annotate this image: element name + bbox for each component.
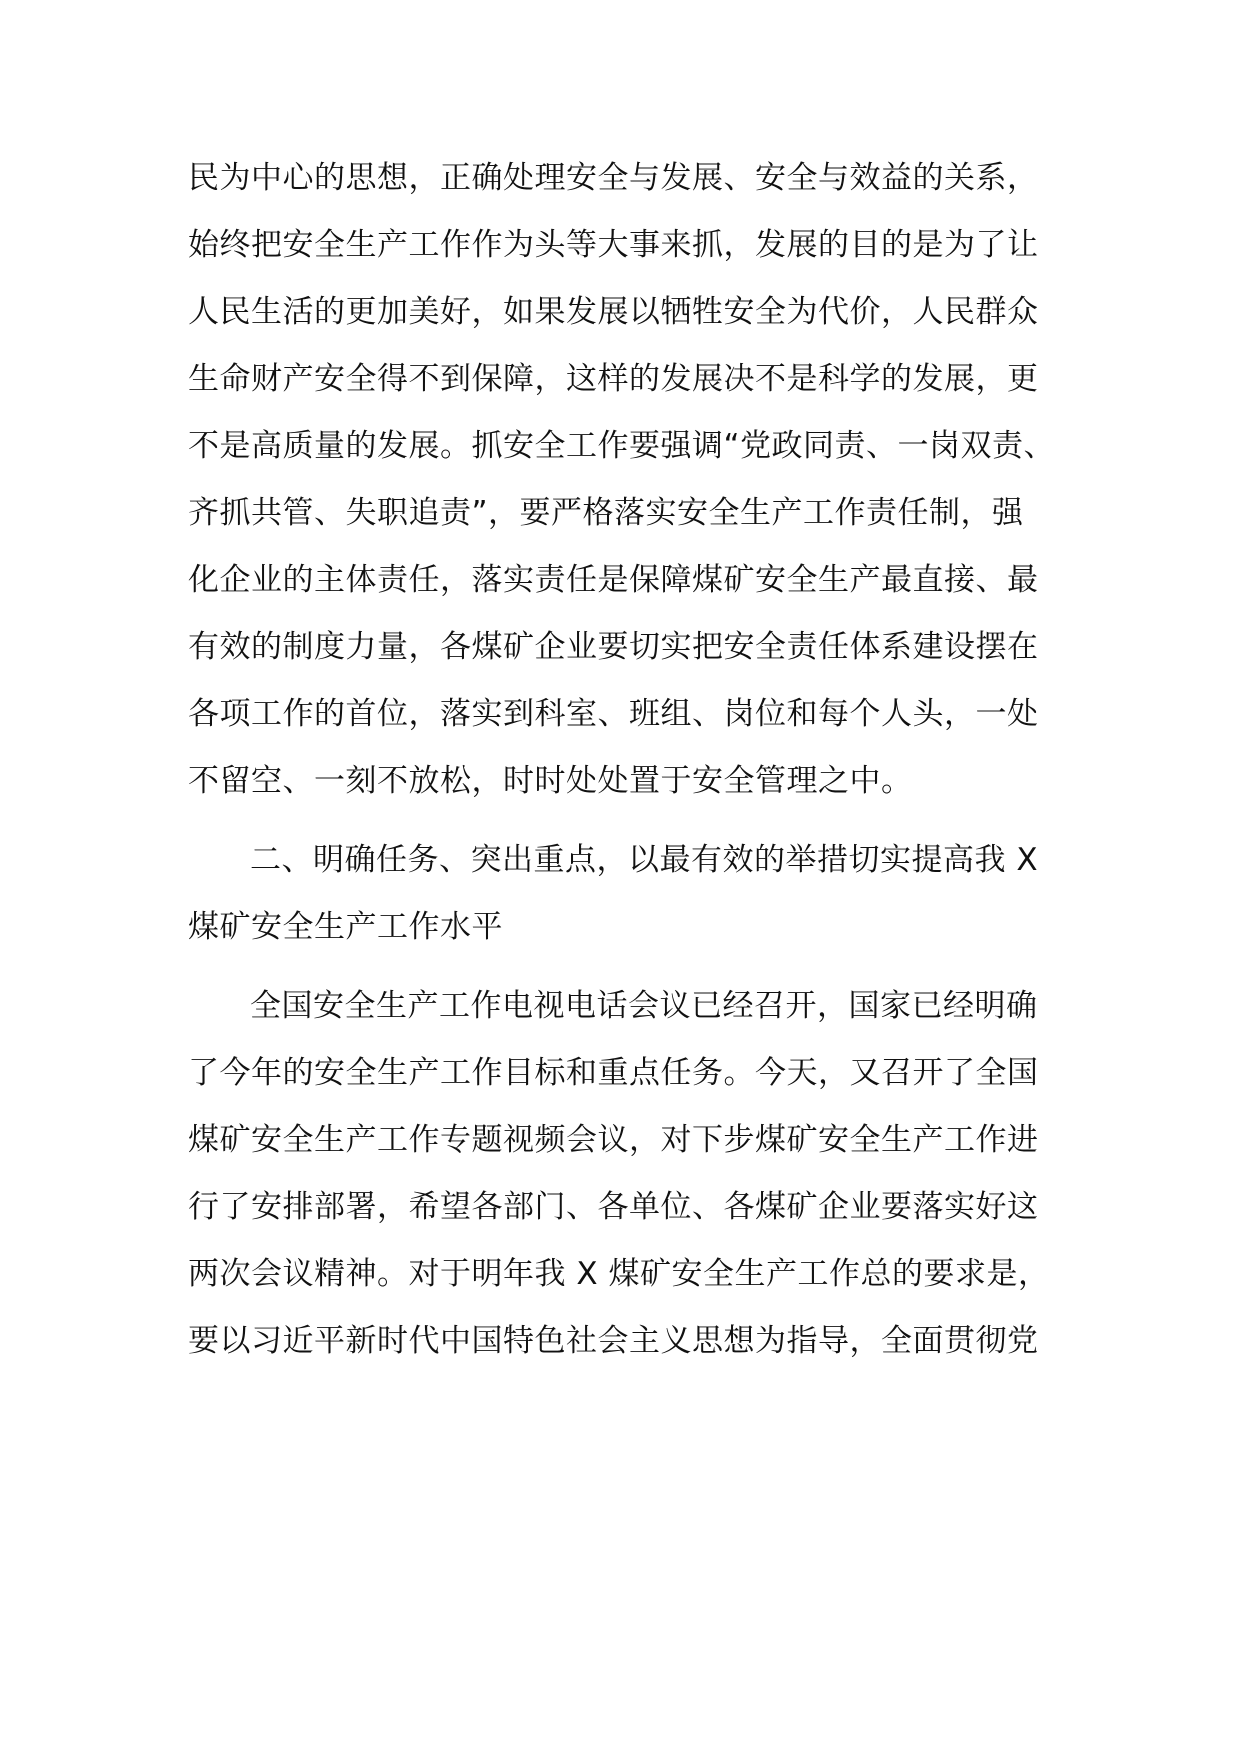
text-line: 全国安全生产工作电视电话会议已经召开，国家已经明确 <box>250 988 1038 1024</box>
text-line: 有效的制度力量，各煤矿企业要切实把安全责任体系建设摆在 <box>188 629 1039 665</box>
text-line: 不是高质量的发展。抓安全工作要强调“党政同责、一岗双责、 <box>188 428 1056 464</box>
text-line: 人民生活的更加美好，如果发展以牺牲安全为代价，人民群众 <box>188 294 1039 330</box>
text-line: 齐抓共管、失职追责”，要严格落实安全生产工作责任制，强 <box>188 495 1024 531</box>
text-line: 不留空、一刻不放松，时时处处置于安全管理之中。 <box>188 763 913 799</box>
heading-line: 二、明确任务、突出重点，以最有效的举措切实提高我 X <box>250 842 1039 878</box>
text-line: 了今年的安全生产工作目标和重点任务。今天，又召开了全国 <box>188 1055 1039 1091</box>
text-line: 各项工作的首位，落实到科室、班组、岗位和每个人头，一处 <box>188 696 1039 732</box>
text-line: 化企业的主体责任，落实责任是保障煤矿安全生产最直接、最 <box>188 562 1039 598</box>
text-line: 要以习近平新时代中国特色社会主义思想为指导，全面贯彻党 <box>188 1323 1039 1359</box>
text-line: 两次会议精神。对于明年我 X 煤矿安全生产工作总的要求是， <box>188 1256 1050 1292</box>
text-line: 民为中心的思想，正确处理安全与发展、安全与效益的关系， <box>188 160 1039 196</box>
text-line: 煤矿安全生产工作专题视频会议，对下步煤矿安全生产工作进 <box>188 1122 1039 1158</box>
heading-line: 煤矿安全生产工作水平 <box>188 909 503 945</box>
text-line: 行了安排部署，希望各部门、各单位、各煤矿企业要落实好这 <box>188 1189 1039 1225</box>
text-line: 始终把安全生产工作作为头等大事来抓，发展的目的是为了让 <box>188 227 1039 263</box>
text-line: 生命财产安全得不到保障，这样的发展决不是科学的发展，更 <box>188 361 1039 397</box>
